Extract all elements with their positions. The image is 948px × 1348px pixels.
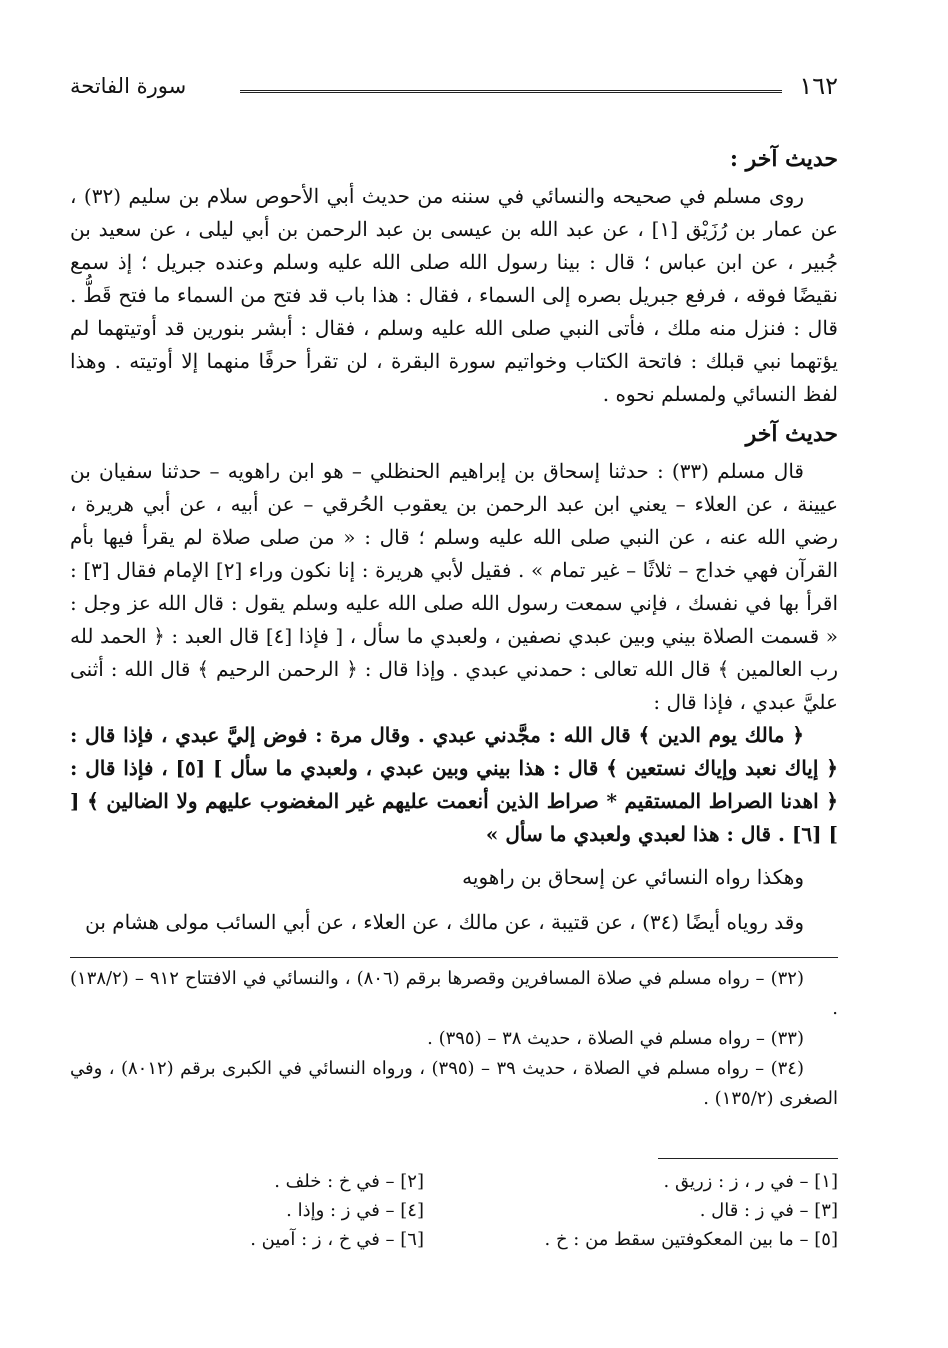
hadith-paragraph-1: روى مسلم في صحيحه والنسائي في سننه من حديث أبي الأحوص سلام بن سليم (٣٢) ، عن عمار بن رُزَيْق [١] ، عن عبد الله بن عيسى بن عبد الرحمن بن أبي ليلى ، عن سعيد بن جُبير ، عن ابن عباس ؛ قال : بينا رسول الله صلى الله عليه وسلم وعنده جبريل ؛ إذ سمع نقيضًا فوقه ، فرفع جبريل بصره إلى السماء ، فقال : هذا باب قد فتح من السماء ما فتح قَطُّ . قال : فنزل منه ملك ، فأتى النبي صلى الله عليه وسلم ، فقال : أبشر بنورين قد أوتيتهما لم يؤتهما نبي قبلك : فاتحة الكتاب وخواتيم سورة البقرة ، لن تقرأ حرفًا منهما إلا أوتيته . وهذا لفظ النسائي ولمسلم نحوه .: [70, 184, 838, 406]
page-header: [70, 60, 838, 100]
narration-continued: وقد روياه أيضًا (٣٤) ، عن قتيبة ، عن مالك ، عن العلاء ، عن أبي السائب مولى هشام بن: [85, 910, 804, 934]
page-number: ١٦٢: [799, 72, 838, 100]
variant-1: [١] – في ر ، ز : زريق .: [663, 1171, 838, 1192]
manuscript-variants: [70, 1167, 838, 1254]
variant-2: [٢] – في خ : خلف .: [274, 1171, 424, 1192]
variant-4: [٤] – في ز : وإذا .: [286, 1200, 424, 1221]
hadith-paragraph-2-bold: ﴿ مالك يوم الدين ﴾ قال الله : مجَّدني عبدي . وقال مرة : فوض إليَّ عبدي ، فإذا قال : ﴿ إياك نعبد وإياك نستعين ﴾ قال : هذا بيني وبين عبدي ، ولعبدي ما سأل ] [٥] ، فإذا قال : ﴿ اهدنا الصراط المستقيم * صراط الذين أنعمت عليهم غير المغضوب عليهم ولا الضالين ﴾ [ ] [٦] . قال : هذا لعبدي ولعبدي ما سأل »: [70, 723, 838, 846]
footnote-32: (٣٢) – رواه مسلم في صلاة المسافرين وقصرها برقم (٨٠٦) ، والنسائي في الافتتاح ٩١٢ – (١٣٨/٢) .: [70, 968, 838, 1019]
section-heading-2: حديث آخر: [745, 421, 838, 447]
variants-divider: [658, 1158, 838, 1159]
variant-6: [٦] – في خ ، ز : آمين .: [250, 1229, 424, 1250]
narration-note: وهكذا رواه النسائي عن إسحاق بن راهويه: [462, 865, 804, 889]
book-page: [70, 60, 838, 1254]
header-divider: [240, 90, 782, 96]
footnote-33: (٣٣) – رواه مسلم في الصلاة ، حديث ٣٨ – (٣٩٥) .: [427, 1028, 804, 1049]
footnote-divider: [70, 957, 838, 958]
hadith-paragraph-2: قال مسلم (٣٣) : حدثنا إسحاق بن إبراهيم الحنظلي – هو ابن راهويه – حدثنا سفيان بن عيينة ، عن العلاء – يعني ابن عبد الرحمن بن يعقوب الحُرقي – عن أبيه ، عن أبي هريرة ، رضي الله عنه ، عن النبي صلى الله عليه وسلم ؛ قال : « من صلى صلاة لم يقرأ فيها بأم القرآن فهي خداج – ثلاثًا – غير تمام » . فقيل لأبي هريرة : إنا نكون وراء [٢] الإمام فقال [٣] : اقرأ بها في نفسك ، فإني سمعت رسول الله صلى الله عليه وسلم يقول : قال الله عز وجل : « قسمت الصلاة بيني وبين عبدي نصفين ، ولعبدي ما سأل ، [ فإذا [٤] قال العبد : ﴿ الحمد لله رب العالمين ﴾ قال الله تعالى : حمدني عبدي . وإذا قال : ﴿ الرحمن الرحيم ﴾ قال الله : أثنى عليَّ عبدي ، فإذا قال :: [70, 459, 838, 714]
section-heading-1: حديث آخر :: [729, 146, 838, 172]
variant-5: [٥] – ما بين المعكوفتين سقط من : خ .: [544, 1229, 838, 1250]
footnote-34: (٣٤) – رواه مسلم في الصلاة ، حديث ٣٩ – (٣٩٥) ، ورواه النسائي في الكبرى برقم (٨٠١٢) ، وفي الصغرى (١٣٥/٢) .: [70, 1058, 838, 1109]
running-title: سورة الفاتحة: [70, 74, 187, 98]
variant-3: [٣] – في ز : قال .: [699, 1200, 838, 1221]
